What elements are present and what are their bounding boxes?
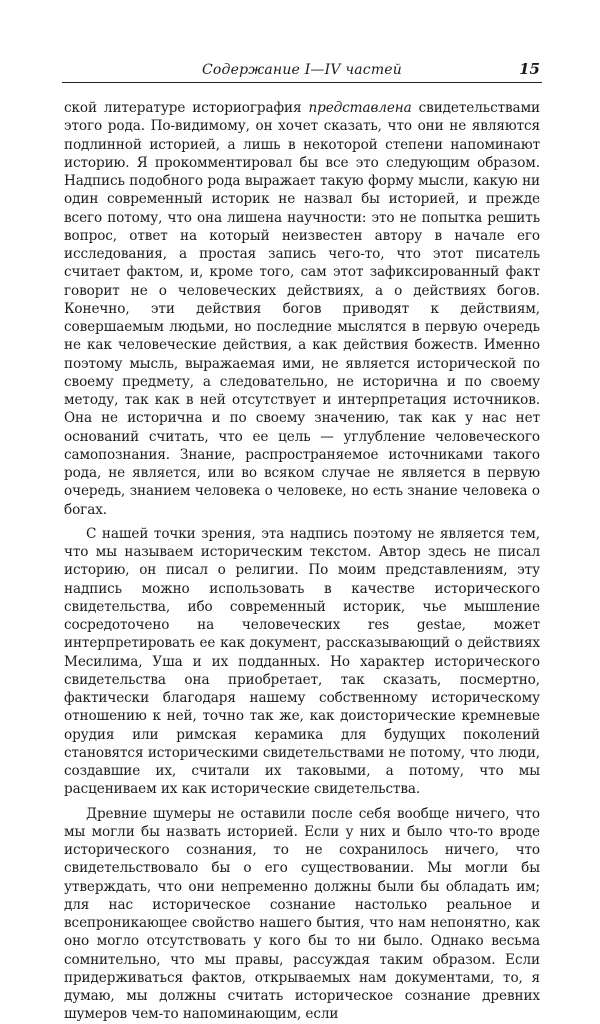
running-title: Содержание I—IV частей bbox=[202, 62, 402, 78]
paragraph-3: Древние шумеры не оставили после себя вообще ничего, что мы могли бы назвать историей. Если у них и было что-то вроде исторического сознания, то не сохранилось ничего, что свидетельствовало бы о его существовании. Мы могли бы утверждать, что они непременно должны были бы обладать им; для нас историческое сознание настолько реальное и всепроникающее свойство нашего бытия, что нам непонятно, как оно могло отсутствовать у кого бы то ни было. Однако весьма сомнительно, что мы правы, рассуждая таким образом. Если придерживаться фактов, открываемых нам документами, то, я думаю, мы должны считать историческое сознание древних шумеров чем-то напоминающим, если bbox=[64, 805, 540, 1023]
header-rule bbox=[62, 82, 542, 83]
page-number: 15 bbox=[519, 60, 540, 78]
paragraph-1-start: ской литературе историография bbox=[64, 100, 309, 116]
paragraph-1 bbox=[64, 99, 540, 519]
emphasized-word: представлена bbox=[308, 100, 412, 116]
paragraph-1-rest: свидетельствами этого рода. По-видимому, он хочет сказать, что они не являются подлинной историей, а лишь в некоторой степени напоминают историю. Я прокомментировал бы все это следующим образом. Надпись подобного рода выражает такую форму мысли, какую ни один современный историк не назвал бы историей, и прежде всего потому, что она лишена научности: это не попытка решить вопрос, ответ на который неизвестен автору в начале его исследования, а простая запись чего-то, что этот писатель считает фактом, и, кроме того, сам этот зафиксированный факт говорит не о человеческих действиях, а о действиях богов. Конечно, эти действия богов приводят к действиям, совершаемым людьми, но последние мыслятся в первую очередь не как человеческие действия, а как действия божеств. Именно поэтому мысль, выражаемая ими, не является исторической по своему предмету, а следовательно, не исторична и по своему методу, так как в ней отсутствует и интерпретация источников. Она не исторична и по своему значению, так как у нас нет оснований считать, что ее цель — углубление человеческого самопознания. Знание, распространяемое источниками такого рода, не является, или во всяком случае не является в первую очередь, знанием человека о человеке, но есть знание человека о богах. bbox=[64, 100, 540, 518]
running-header bbox=[62, 62, 542, 82]
body-text bbox=[64, 99, 540, 1024]
paragraph-2: С нашей точки зрения, эта надпись поэтому не является тем, что мы называем историческим текстом. Автор здесь не писал историю, он писал о религии. По моим представлениям, эту надпись можно использовать в качестве исторического свидетельства, ибо современный историк, чье мышление сосредоточено на человеческих res gestae, может интерпретировать ее как документ, рассказывающий о действиях Месилима, Уша и их подданных. Но характер исторического свидетельства она приобретает, так сказать, посмертно, фактически благодаря нашему собственному историческому отношению к ней, точно так же, как доисторические кремневые орудия или римская керамика для будущих поколений становятся историческими свидетельствами не потому, что люди, создавшие их, считали их таковыми, а потому, что мы расцениваем их как исторические свидетельства. bbox=[64, 525, 540, 798]
